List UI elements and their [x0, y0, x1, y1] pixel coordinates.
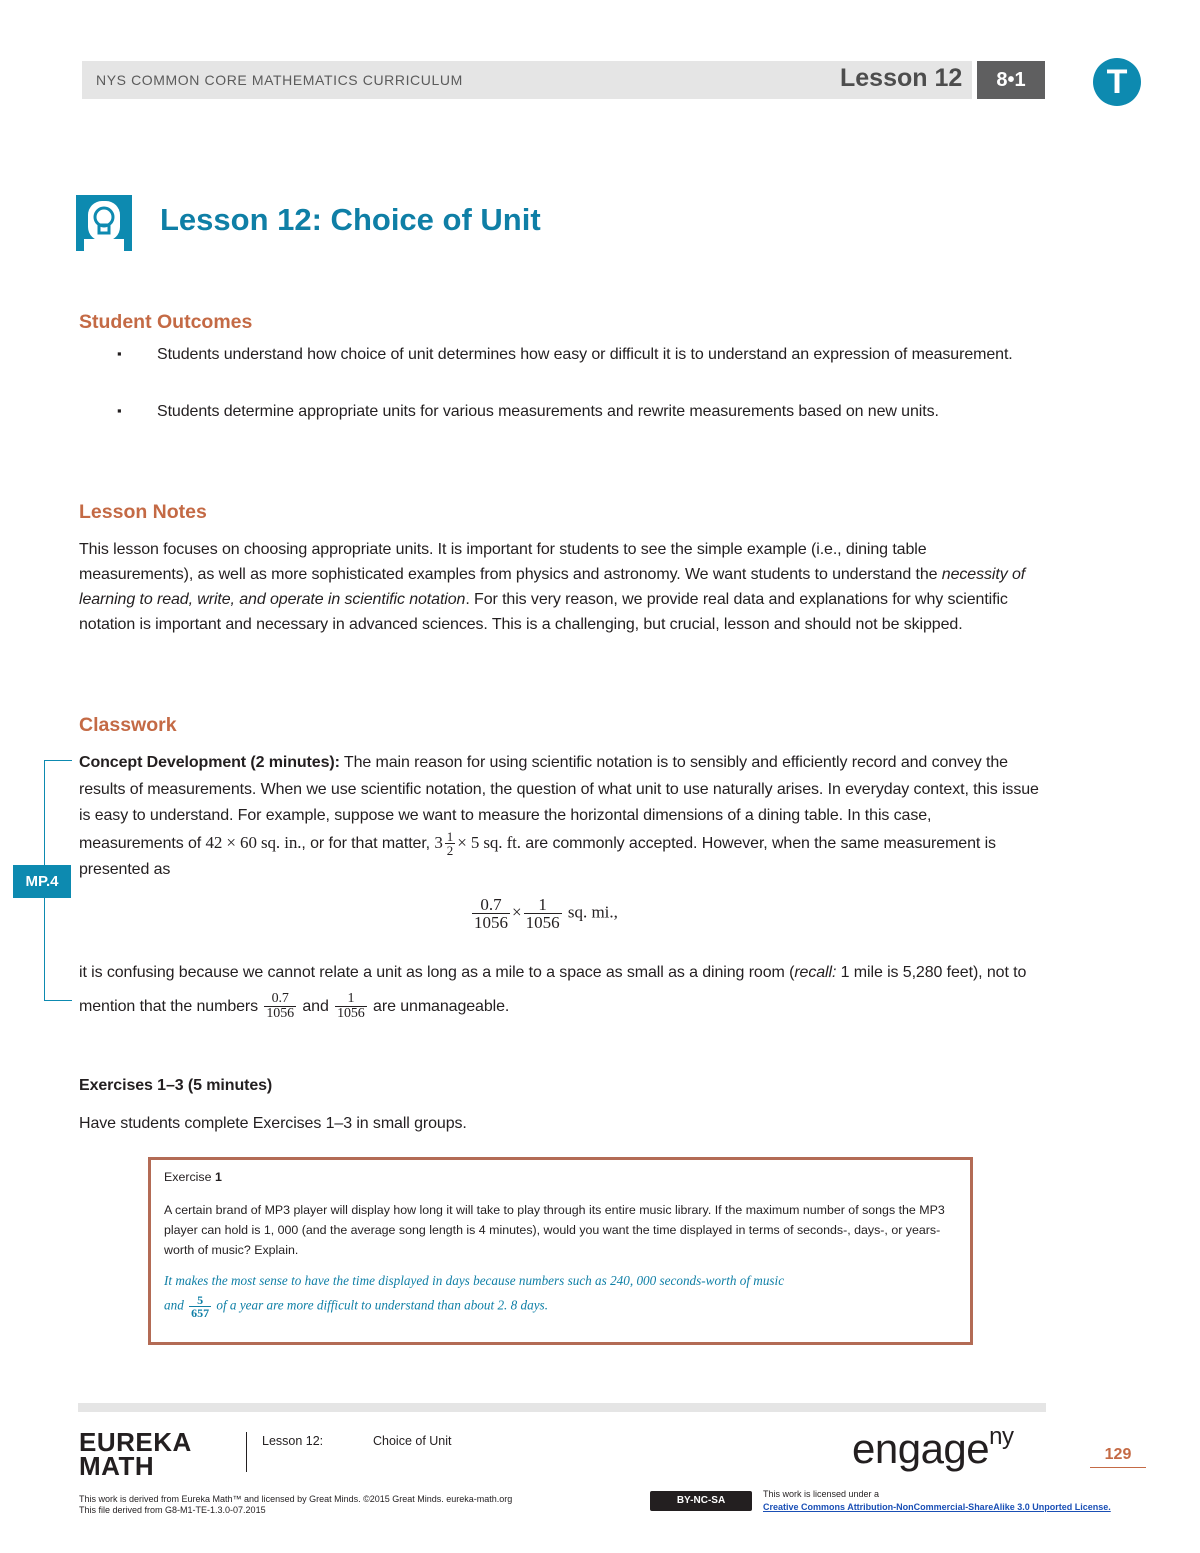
exercise-answer-line1: It makes the most sense to have the time displayed in days because numbers such as 240, 000 seconds-worth of music — [164, 1273, 785, 1288]
mp-bracket-top — [44, 760, 72, 761]
classwork-heading: Classwork — [79, 714, 177, 736]
module-badge: 8•1 — [977, 61, 1045, 99]
notes-emphasis: necessity of learning to read, write, and operate in scientific notation — [79, 566, 1026, 608]
measurement-2: 3 $\frac{1}{2}$ × 5 sq. ft. — [434, 829, 521, 859]
cc-license-badge: BY-NC-SA — [650, 1491, 752, 1511]
concept-followup: it is confusing because we cannot relate a unit as long as a mile to a space as small as a dining room (recall: 1 mile is 5,280 feet), not to mention that the numbers $\frac{0.7}{1056}$ and $\frac{1}{1056}$ are unmanageable. — [79, 964, 1027, 1022]
exercise-question: A certain brand of MP3 player will display how long it will take to play through its entire music library. If the maximum number of songs the MP3 player can hold is 1, 000 (and the average song length is 4 minutes), would you want the time displayed in terms of seconds-, days-, or years-worth of music? Explain. — [164, 1203, 945, 1257]
concept-paragraph: Concept Development (2 minutes): The main reason for using scientific notation is to sensibly and efficiently record and convey the results of measurements. When we use scientific notation, the question of what unit to use naturally arises. In everyday context, this issue is easy to understand. For example, suppose we want to measure the horizontal dimensions of a dining table. In this case, measurements of 42 × 60 sq. in., or for that matter, 3 $\frac{1}{2}$ × 5 sq. ft. are commonly accepted. However, when the same measurement is presented as — [79, 754, 1039, 879]
page-title: Lesson 12: Choice of Unit — [160, 202, 541, 237]
bullet-icon: ▪ — [117, 346, 122, 361]
footer-rule — [78, 1403, 1046, 1412]
footer-lesson: Lesson 12: — [262, 1434, 324, 1448]
engageny-logo: engage$^{ny}$ — [852, 1423, 1014, 1472]
exercises-heading: Exercises 1–3 (5 minutes) — [79, 1077, 273, 1094]
bullet-icon: ▪ — [117, 403, 122, 418]
page-number: 129 — [1090, 1446, 1146, 1468]
license-link[interactable]: Creative Commons Attribution-NonCommercial-ShareAlike 3.0 Unported License. — [763, 1502, 1111, 1512]
exercise-box — [148, 1157, 973, 1345]
header-lesson: Lesson 12 — [840, 64, 963, 92]
license-intro: This work is licensed under a — [763, 1489, 880, 1499]
outcome-item: Students determine appropriate units for various measurements and rewrite measurements based on new units. — [157, 403, 939, 420]
exercises-instruction: Have students complete Exercises 1–3 in small groups. — [79, 1115, 467, 1132]
lightbulb-icon — [76, 195, 132, 251]
footer-topic: Choice of Unit — [373, 1434, 452, 1448]
eureka-math-logo: EUREKA MATH — [79, 1427, 192, 1481]
mp-bracket-bottom — [44, 1000, 72, 1001]
derived-notice: This work is derived from Eureka Math™ and licensed by Great Minds. ©2015 Great Minds. eureka-math.org — [79, 1494, 513, 1504]
exercise-title: Exercise 1 — [164, 1170, 222, 1184]
measurement-1: 42 × 60 sq. in. — [205, 832, 302, 852]
outcome-item: Students understand how choice of unit determines how easy or difficult it is to understand an expression of measurement. — [157, 346, 1013, 363]
outcomes-heading: Student Outcomes — [79, 311, 253, 333]
exercise-answer-line2: and $\frac{5}{657}$ of a year are more difficult to understand than about 2. 8 days. — [164, 1293, 548, 1320]
footer-separator — [246, 1432, 247, 1472]
file-notice: This file derived from G8-M1-TE-1.3.0-07.2015 — [79, 1505, 266, 1515]
notes-paragraph: This lesson focuses on choosing appropriate units. It is important for students to see the simple example (i.e., dining table measurements), as well as more sophisticated examples from physics and astronomy. We want students to understand the necessity of learning to read, write, and operate in scientific notation. For this very reason, we provide real data and explanations for why scientific notation is important and necessary in advanced sciences. This is a challenging, but crucial, lesson and should not be skipped. — [79, 541, 1026, 633]
mp-tag: MP.4 — [13, 865, 71, 898]
display-expression: $\frac{0.7}{1056}$ × $\frac{1}{1056}$ sq. mi., — [474, 895, 618, 932]
curriculum-label: NYS COMMON CORE MATHEMATICS CURRICULUM — [96, 72, 463, 88]
concept-label: Concept Development (2 minutes): — [79, 754, 340, 771]
teacher-badge: T — [1093, 58, 1141, 106]
notes-heading: Lesson Notes — [79, 501, 207, 523]
